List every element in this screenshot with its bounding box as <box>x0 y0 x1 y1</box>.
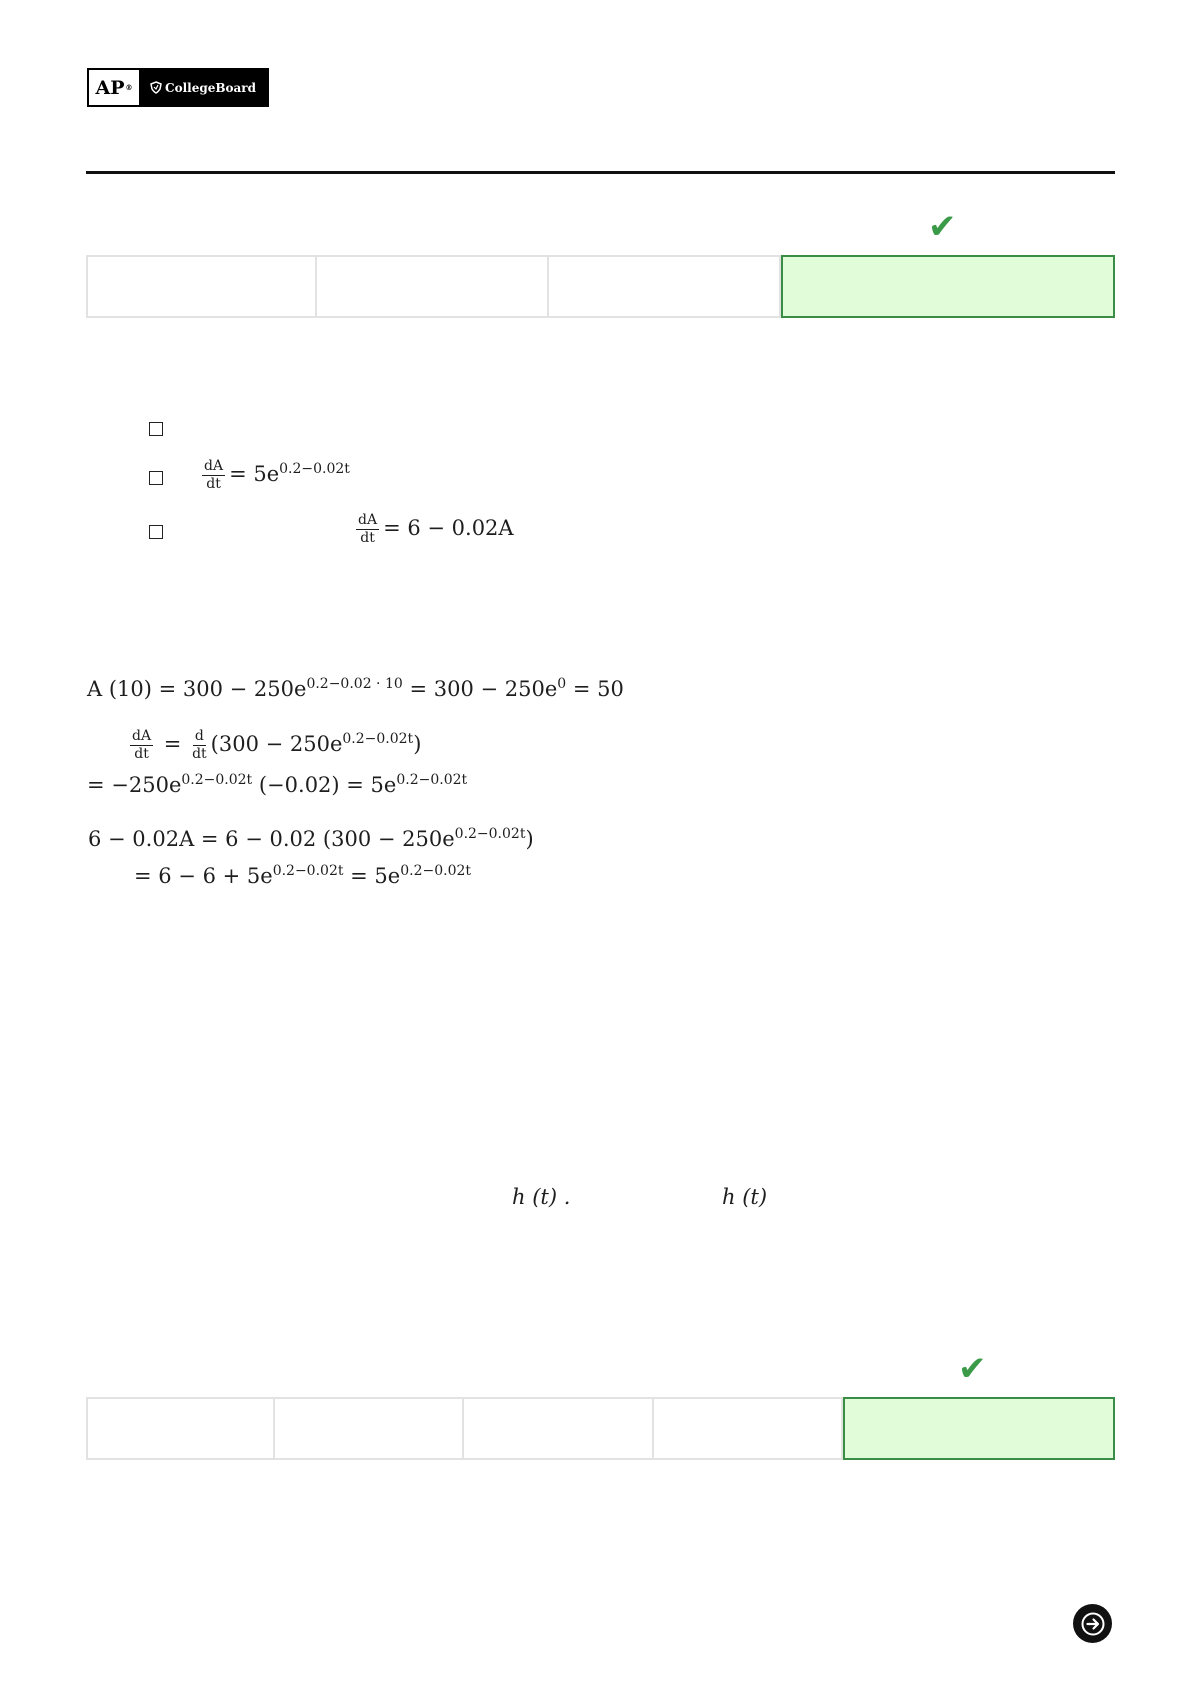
choice-option-b[interactable] <box>275 1397 464 1460</box>
math-exp: 0.2−0.02 · 10 <box>306 676 403 692</box>
frac-num: dA <box>358 512 378 528</box>
math-text: = 6 − 6 + 5e <box>134 864 273 888</box>
math-text: h (t) . <box>512 1185 571 1209</box>
math-text: A (10) = 300 − 250e <box>87 677 307 701</box>
math-text: h (t) <box>722 1185 768 1209</box>
checklist-math-3 <box>352 512 514 547</box>
math-exp: 0.2−0.02t <box>400 863 472 879</box>
frac-num: d <box>194 728 204 744</box>
math-text: = 50 <box>566 677 624 701</box>
frac-den: dt <box>206 476 221 492</box>
math-exp: 0.2−0.02t <box>342 731 414 747</box>
work-line-1 <box>87 676 624 701</box>
checkbox-1[interactable] <box>149 422 163 436</box>
choice-option-c[interactable] <box>549 255 781 318</box>
h-of-t-1 <box>512 1185 570 1209</box>
h-of-t-2 <box>722 1185 767 1209</box>
checklist-math-2 <box>198 458 350 493</box>
frac-num: dA <box>204 458 224 474</box>
math-text: (300 − 250e <box>210 732 343 756</box>
frac-den: dt <box>134 746 149 762</box>
math-text: = 5e <box>343 864 401 888</box>
work-line-3 <box>87 772 467 797</box>
next-button[interactable] <box>1073 1604 1112 1643</box>
choice-option-d-correct[interactable] <box>781 255 1115 318</box>
math-exp: 0.2−0.02t <box>181 772 253 788</box>
logo-cb-text: CollegeBoard <box>165 80 256 95</box>
frac-den: dt <box>360 530 375 546</box>
logo-collegeboard <box>139 70 267 105</box>
logo-ap-mark: ® <box>125 83 133 92</box>
math-exp: 0.2−0.02t <box>272 863 344 879</box>
math-exp: 0 <box>557 676 567 692</box>
math-exp: 0.2−0.02t <box>279 461 350 477</box>
answer-choices-2 <box>86 1397 1115 1460</box>
choice-option-d[interactable] <box>654 1397 843 1460</box>
math-exp: 0.2−0.02t <box>454 826 526 842</box>
frac-num: dA <box>132 728 152 744</box>
header-divider <box>86 171 1115 174</box>
math-text: = <box>163 732 182 756</box>
logo-ap <box>89 70 139 105</box>
checkbox-3[interactable] <box>149 525 163 539</box>
answer-choices-1 <box>86 255 1115 318</box>
math-text: = 5e <box>229 462 280 486</box>
math-text: = 300 − 250e <box>402 677 558 701</box>
checkbox-2[interactable] <box>149 471 163 485</box>
choice-option-b[interactable] <box>317 255 549 318</box>
work-line-5 <box>134 863 471 888</box>
work-line-4 <box>88 826 534 851</box>
math-text: = 6 − 0.02A <box>383 516 514 540</box>
check-icon: ✔ <box>928 207 957 247</box>
math-exp: 0.2−0.02t <box>396 772 468 788</box>
logo-ap-text: AP <box>95 76 125 99</box>
choice-option-e-correct[interactable] <box>843 1397 1115 1460</box>
work-line-2 <box>126 728 421 763</box>
math-text: ) <box>413 732 422 756</box>
arrow-right-icon <box>1081 1612 1105 1636</box>
check-icon: ✔ <box>958 1349 987 1389</box>
ap-collegeboard-logo <box>87 68 269 107</box>
math-text: 6 − 0.02A = 6 − 0.02 (300 − 250e <box>88 827 455 851</box>
frac-den: dt <box>192 746 207 762</box>
math-text: (−0.02) = 5e <box>252 773 397 797</box>
math-text: ) <box>525 827 534 851</box>
choice-option-c[interactable] <box>464 1397 654 1460</box>
math-text: = −250e <box>87 773 182 797</box>
shield-icon <box>150 81 162 94</box>
choice-option-a[interactable] <box>86 1397 275 1460</box>
choice-option-a[interactable] <box>86 255 317 318</box>
